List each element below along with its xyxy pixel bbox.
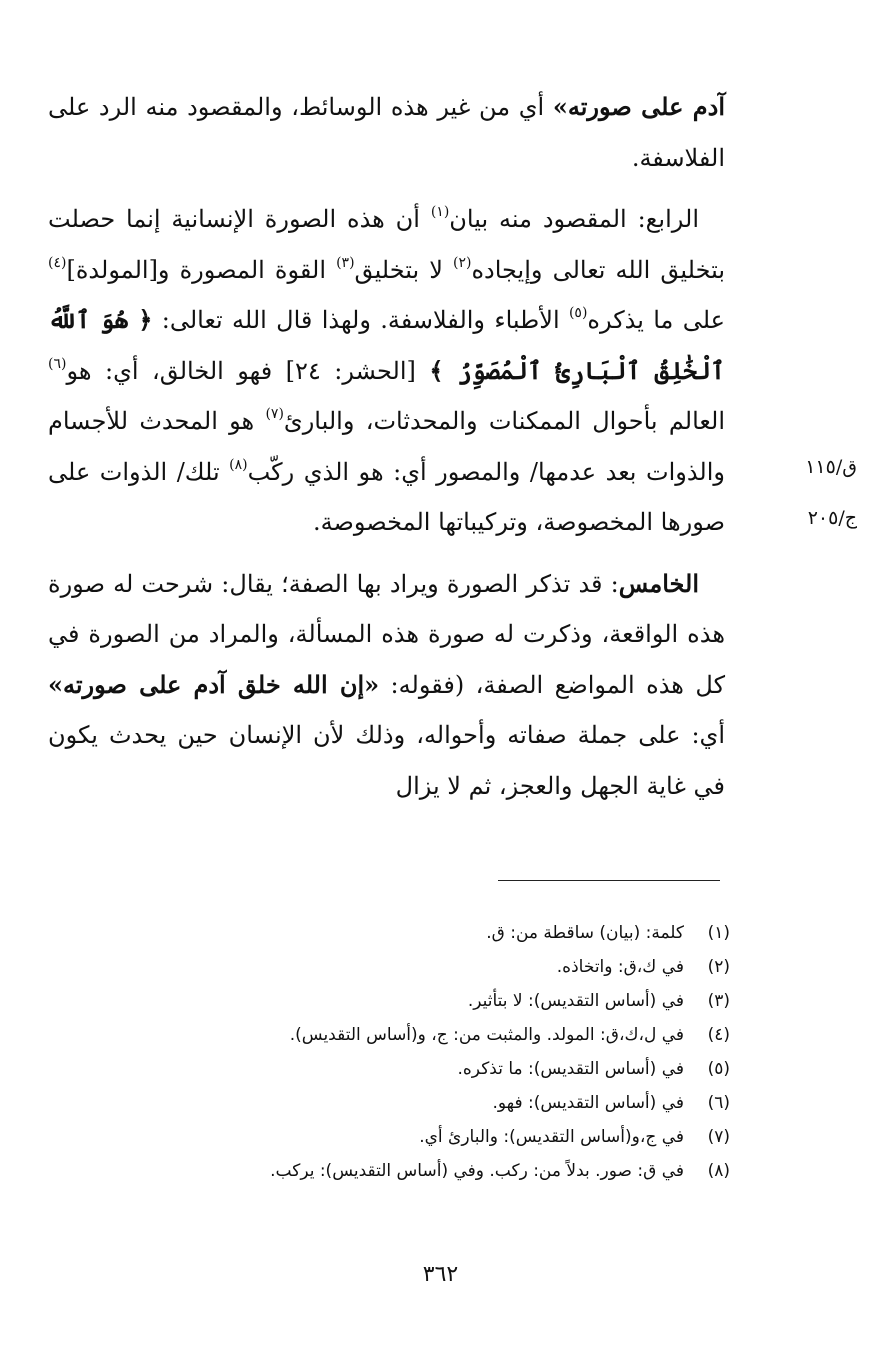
paragraph-text: على ما يذكره — [587, 306, 725, 334]
paragraph-fifth — [48, 559, 725, 812]
footnote-number: (١) — [707, 923, 730, 943]
paragraph-text: العالم بأحوال الممكنات والمحدثات، والبارئ — [283, 407, 725, 435]
footnote-number: (٥) — [707, 1059, 730, 1079]
footnote-ref[interactable]: (٣) — [336, 254, 355, 271]
paragraph-text: أن هذه الصورة الإنسانية إنما حصلت بتخليق الله تعالى وإيجاده — [48, 205, 726, 284]
hadith-quote: «إن الله خلق آدم على صورته» — [48, 669, 380, 699]
footnote-ref[interactable]: (٤) — [48, 254, 67, 271]
footnote-ref[interactable]: (٥) — [568, 305, 588, 321]
paragraph-text: القوة المصورة و[المولدة] — [66, 255, 337, 284]
paragraph-text: تلك/ الذوات على صورها المخصوصة، وتركيباتها المخصوصة. — [48, 457, 725, 536]
footnote-text: كلمة: (بيان) ساقطة من: ق. — [486, 923, 684, 943]
paragraph-text: [الحشر: ٢٤] فهو الخالق، أي: هو — [66, 356, 430, 385]
paragraph-label: الخامس — [618, 568, 699, 598]
footnote-item — [48, 1052, 730, 1086]
footnote-item — [48, 1120, 730, 1154]
paragraph-fourth — [48, 194, 725, 548]
footnotes — [48, 916, 730, 1188]
footnote-item — [48, 1018, 730, 1052]
footnote-number: (٨) — [707, 1161, 730, 1181]
footnote-text: في (أساس التقديس): لا بتأثير. — [467, 991, 684, 1011]
paragraph-text: هو المحدث للأجسام والذوات بعد عدمها/ والمصور أي: هو الذي ركّب — [48, 407, 725, 486]
footnote-number: (٤) — [707, 1025, 730, 1045]
page-number: ٣٦٢ — [422, 1262, 459, 1287]
footnote-ref[interactable]: (٨) — [229, 456, 248, 473]
paragraph-label: الرابع — [645, 205, 699, 233]
hadith-quote: آدم على صورته» — [552, 92, 725, 121]
paragraph-text: : المقصود منه بيان — [449, 205, 646, 233]
footnote-item — [48, 984, 730, 1018]
footnote-divider — [498, 880, 720, 881]
paragraph-text: لا بتخليق — [354, 255, 454, 284]
footnote-number: (٧) — [707, 1127, 730, 1147]
footnote-number: (٦) — [707, 1093, 730, 1113]
footnote-text: في (أساس التقديس): ما تذكره. — [457, 1059, 684, 1079]
paragraph-text: أي من غير هذه الوسائط، والمقصود منه الرد على الفلاسفة. — [48, 93, 725, 172]
footnote-item — [48, 916, 730, 950]
paragraph-text: : قد تذكر الصورة ويراد بها الصفة؛ يقال: شرحت له صورة هذه الواقعة، وذكرت له صورة هذه المسألة، والمراد من الصورة في كل هذه المواضع الصفة، (فقوله: — [48, 569, 725, 699]
footnote-ref[interactable]: (١) — [430, 204, 450, 220]
footnote-number: (٢) — [707, 957, 730, 977]
footnote-text: في ك،ق: واتخاذه. — [556, 957, 684, 977]
paragraph-continuation — [48, 82, 725, 183]
main-text — [48, 82, 725, 811]
footnote-item — [48, 1154, 730, 1188]
margin-manuscript-ref: ق/١١٥ — [805, 456, 857, 478]
footnote-item — [48, 1086, 730, 1120]
footnote-number: (٣) — [707, 991, 730, 1011]
paragraph-text: الأطباء والفلاسفة. ولهذا قال الله تعالى: — [152, 306, 569, 334]
footnote-item — [48, 950, 730, 984]
footnote-ref[interactable]: (٢) — [453, 254, 472, 271]
footnote-text: في ق: صور. بدلاً من: ركب. وفي (أساس التقديس): يركب. — [270, 1161, 684, 1181]
footnote-text: في (أساس التقديس): فهو. — [492, 1093, 684, 1113]
paragraph-text: أي: على جملة صفاته وأحواله، وذلك لأن الإنسان حين يحدث يكون في غاية الجهل والعجز، ثم لا يزال — [48, 721, 725, 800]
footnote-text: في ج،و(أساس التقديس): والبارئ أي. — [419, 1127, 684, 1147]
footnote-text: في ل،ك،ق: المولد. والمثبت من: ج، و(أساس التقديس). — [289, 1025, 684, 1045]
quran-verse: ﴿ هُوَ ٱللَّهُ ٱلْخَٰلِقُ ٱلْبَارِئُ ٱلْمُصَوِّرُ ﴾ — [48, 305, 725, 385]
margin-manuscript-ref: ج/٢٠٥ — [807, 507, 857, 529]
footnote-ref[interactable]: (٦) — [48, 355, 67, 372]
footnote-ref[interactable]: (٧) — [265, 406, 284, 422]
